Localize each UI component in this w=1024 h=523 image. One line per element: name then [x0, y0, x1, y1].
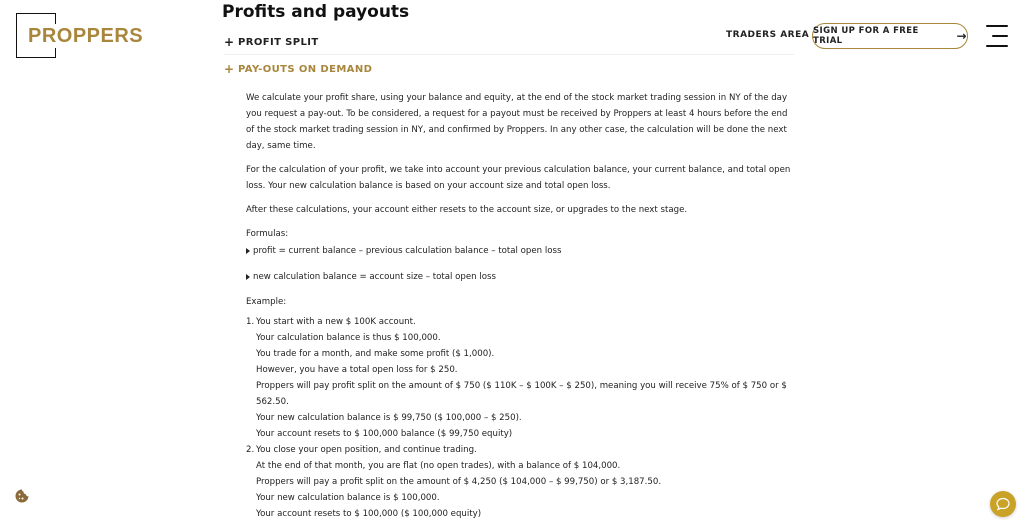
accordion-label: PAY-OUTS ON DEMAND [238, 63, 373, 75]
logo[interactable]: PROPPERS [28, 25, 144, 47]
paragraph: We calculate your profit share, using your balance and equity, at the end of the stock market trading session in NY of the day you request a pay-out. To be considered, a request for a payout must be received by Proppers at least 4 hours before the end of the stock market trading session in NY, and confirmed by Proppers. In any other case, the calculation will be done the next day, same time. [246, 93, 788, 151]
divider [224, 54, 794, 55]
arrow-right-icon: → [956, 29, 967, 43]
example-line: Your calculation balance is thus $ 100,000. [256, 333, 441, 343]
signup-free-trial-button[interactable] [812, 23, 968, 49]
formula-item: profit = current balance – previous calculation balance – total open loss [246, 242, 791, 260]
example-line: Proppers will pay profit split on the amount of $ 750 ($ 110K – $ 100K – $ 250), meaning you will receive 75% of $ 750 or $ 562.50. [256, 381, 787, 407]
plus-icon: + [224, 62, 235, 76]
example-line: You start with a new $ 100K account. [256, 317, 416, 327]
example-line: You close your open position, and continue trading. [256, 445, 477, 455]
example-line: At the end of that month, you are flat (no open trades), with a balance of $ 104,000. [256, 461, 621, 471]
list-item [246, 314, 791, 442]
accordion-item-payouts-on-demand[interactable] [224, 62, 372, 76]
example-line: You trade for a month, and make some profit ($ 1,000). [256, 349, 495, 359]
hamburger-menu-icon[interactable] [984, 25, 1008, 47]
list-number: 1. [246, 317, 255, 327]
chat-button[interactable] [990, 491, 1016, 517]
example-line: Your account resets to $ 100,000 balance ($ 99,750 equity) [256, 429, 513, 439]
example-line: Your new calculation balance is $ 100,000. [256, 493, 440, 503]
paragraph: For the calculation of your profit, we take into account your previous calculation balance, your current balance, and total open loss. Your new calculation balance is based on your account size and total open loss. [246, 165, 791, 191]
payout-content [246, 90, 791, 522]
example-list [246, 314, 791, 522]
page-title: Profits and payouts [222, 2, 410, 22]
plus-icon: + [224, 35, 235, 49]
list-number: 2. [246, 445, 255, 455]
example-label: Example: [246, 297, 287, 307]
formula-item: new calculation balance = account size – total open loss [246, 268, 791, 286]
example-line: Proppers will pay a profit split on the amount of $ 4,250 ($ 104,000 – $ 99,750) or $ 3,187.50. [256, 477, 662, 487]
cookie-icon[interactable] [14, 488, 30, 504]
example-line: Your account resets to $ 100,000 ($ 100,000 equity) [256, 509, 482, 519]
example-line: However, you have a total open loss for $ 250. [256, 365, 458, 375]
paragraph: After these calculations, your account either resets to the account size, or upgrades to the next stage. [246, 205, 688, 215]
nav-traders-area[interactable]: TRADERS AREA [726, 30, 810, 40]
list-item [246, 442, 791, 522]
accordion-label: PROFIT SPLIT [238, 36, 319, 48]
example-line: Your new calculation balance is $ 99,750 ($ 100,000 – $ 250). [256, 413, 522, 423]
cta-label: SIGN UP FOR A FREE TRIAL [813, 26, 919, 46]
formulas-label: Formulas: [246, 229, 289, 239]
chat-bubble-icon [995, 496, 1011, 512]
accordion-item-profit-split[interactable] [224, 35, 319, 49]
